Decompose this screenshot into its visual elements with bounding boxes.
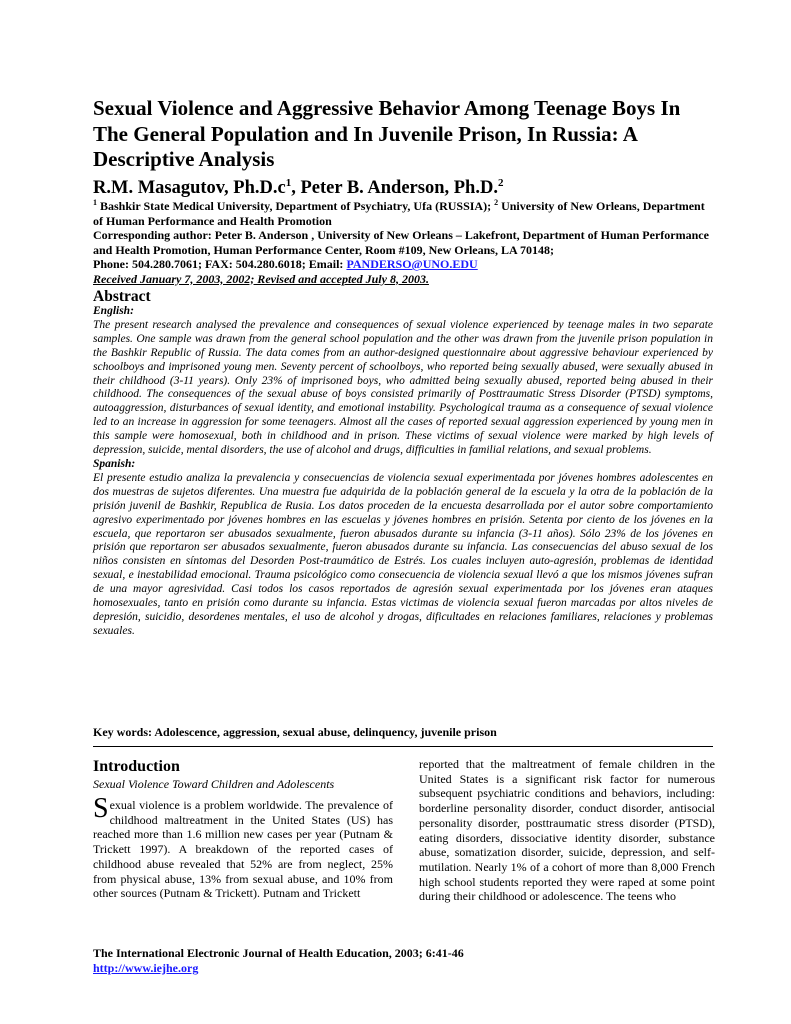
english-abstract: The present research analysed the prevalence and consequences of sexual violence experienced by teenage males in two separate samples. One sample was drawn from the general school population and the other was drawn from the juvenile prison population in the Bashkir Republic of Russia. The data comes from an author-designed questionnaire about aggressive behaviour experienced by schoolboys and imprisoned young men. Seventy percent of schoolboys, who reported being sexually abused, were sexually abused in their childhood (3-11 years). Only 23% of imprisoned boys, who admitted being sexually abused, reported being abused in their childhood. The consequences of the sexual abuse of boys consisted primarily of Posttraumatic Stress Disorder (PTSD) symptoms, autoaggression, disturbances of sexual identity, and emotional instability. Psychological trauma as a consequence of sexual violence led to an increase in aggression for some teenagers. Almost all the cases of reported sexual aggression experienced by young men in this sample were homosexual, both in childhood and in prison. These victims of sexual violence were marked by high levels of depression, suicide, mental disorders, the use of alcohol and drugs, difficulties in familial relations, and sexual problems. — [93, 318, 713, 457]
abstract-body — [93, 305, 713, 639]
introduction-heading: Introduction — [93, 758, 180, 775]
email-link[interactable]: PANDERSO@UNO.EDU — [346, 257, 478, 271]
contact-info: Phone: 504.280.7061; FAX: 504.280.6018; Email: — [93, 257, 347, 271]
page-footer — [93, 946, 464, 975]
author-1-affil-mark: 1 — [285, 177, 292, 189]
corresponding-author: Corresponding author: Peter B. Anderson , University of New Orleans – Lakefront, Department of Human Performance and Health Promotion, Human Performance Center, Room #109, New Orleans, LA 70148; — [93, 228, 709, 257]
affiliations — [93, 196, 713, 228]
left-column — [93, 757, 393, 901]
received-dates: Received January 7, 2003, 2002; Revised and accepted July 8, 2003. — [93, 271, 429, 286]
author-1: R.M. Masagutov, Ph.D.c — [93, 178, 286, 199]
author-2-affil-mark: 2 — [497, 177, 504, 189]
affil-mark-2: 2 — [494, 198, 499, 207]
drop-cap: S — [93, 793, 109, 824]
section-divider — [93, 746, 713, 747]
affiliation-2: University of New Orleans, Department of Human Performance and Health Promotion — [93, 199, 705, 228]
right-column — [419, 757, 715, 904]
contact-line — [93, 257, 713, 272]
abstract-heading: Abstract — [93, 288, 151, 305]
affil-mark-1: 1 — [93, 198, 97, 207]
keywords: Key words: Adolescence, aggression, sexual abuse, delinquency, juvenile prison — [93, 725, 497, 739]
author-separator: , — [291, 178, 301, 199]
author-2: Peter B. Anderson, Ph.D. — [300, 178, 498, 199]
introduction-paragraph-right: reported that the maltreatment of female children in the United States is a significant risk factor for numerous subsequent psychiatric conditions and behaviors, including: borderline personality disorder, conduct disorder, antisocial personality disorder, posttraumatic stress disorder (PTSD), eating disorders, dissociative identity disorder, substance abuse, somatization disorder, suicide, depression, and self-mutilation. Nearly 1% of a cohort of more than 8,000 French high school students reported they were raped at some point during their childhood or adolescence. The teens who — [419, 757, 715, 904]
left-column-text: exual violence is a problem worldwide. The prevalence of childhood maltreatment in the United States (US) has reached more than 1.6 million new cases per year (Putnam & Trickett 1997). A breakdown of the reported cases of childhood abuse revealed that 52% are from neglect, 25% from physical abuse, 13% from sexual abuse, and 10% from other sources (Putnam & Trickett). Putnam and Trickett — [93, 798, 393, 901]
affiliations-block — [93, 196, 713, 286]
spanish-label: Spanish: — [93, 457, 136, 470]
article-title: Sexual Violence and Aggressive Behavior Among Teenage Boys In The General Population and In Juvenile Prison, In Russia: A Descriptive Analysis — [93, 96, 681, 171]
journal-url-link[interactable]: http://www.iejhe.org — [93, 960, 199, 975]
introduction-subheading: Sexual Violence Toward Children and Adolescents — [93, 777, 335, 791]
english-label: English: — [93, 305, 134, 317]
journal-citation: The International Electronic Journal of Health Education, 2003; 6:41-46 — [93, 946, 464, 960]
introduction-paragraph-left — [93, 793, 393, 901]
affiliation-1: Bashkir State Medical University, Department of Psychiatry, Ufa (RUSSIA); — [97, 199, 495, 213]
spanish-abstract: El presente estudio analiza la prevalencia y consecuencias de violencia sexual experimentada por jóvenes hombres adolescentes en dos muestras de sujetos diferentes. Una muestra fue adquirida de la población general de la escuela y la otra de la población de la prisión juvenil de Bashkir, Republica de Rusia. Los datos proceden de la encuesta desarrollada por el autor sobre comportamiento agresivo experimentado por jóvenes hombres en las escuelas y jóvenes hombres en prisión. Setenta por ciento de los jóvenes en la escuela, que reportaron ser abusados sexualmente, fueron abusados durante su infancia (3-11 años). Sólo 23% de los jóvenes en prisión que reportaron ser abusados sexualmente, fueron abusados durante su infancia. Las consecuencias del abuso sexual de los niños consisten en síntomas del Desorden Post-traumático de Estrés. Los cuales incluyen auto-agresión, problemas de identidad sexual, e inestabilidad emocional. Trauma psicológico como consecuencia de violencia sexual llevó a que los mismos jóvenes sufran de una mayor agresividad. Casi todos los casos reportados de agresión sexual experimentada por los jóvenes eran ataques homosexuales, tanto en prisión como durante su infancia. Estas victimas de violencia sexual fueron marcadas por altos niveles de depresión, suicidio, desordenes mentales, el uso de alcohol y drogas, dificultades en relaciones familiares, relaciones y problemas sexuales. — [93, 471, 713, 637]
